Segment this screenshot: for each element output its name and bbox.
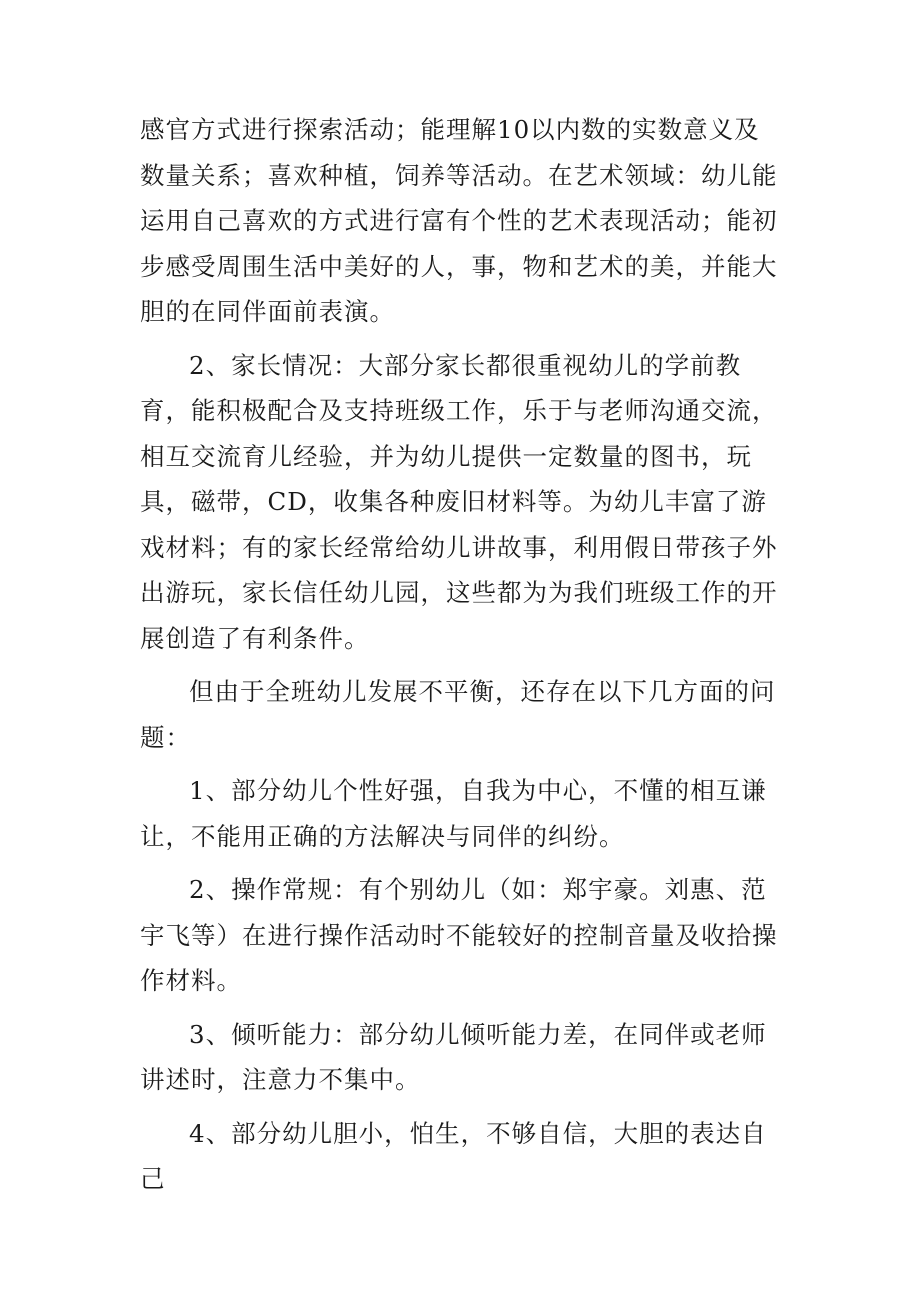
document-body <box>140 107 780 1210</box>
paragraph-parent-situation: 2、家长情况：大部分家长都很重视幼儿的学前教育，能积极配合及支持班级工作，乐于与老师沟通交流，相互交流育儿经验，并为幼儿提供一定数量的图书，玩具，磁带，CD，收集各种废旧材料等。为幼儿丰富了游戏材料；有的家长经常给幼儿讲故事，利用假日带孩子外出游玩，家长信任幼儿园，这些都为为我们班级工作的开展创造了有利条件。 <box>140 350 778 653</box>
paragraph-problems-intro: 但由于全班幼儿发展不平衡，还存在以下几方面的问题： <box>140 677 776 752</box>
paragraph-problem-3: 3、倾听能力：部分幼儿倾听能力差，在同伴或老师讲述时，注意力不集中。 <box>140 1019 767 1094</box>
paragraph-problem-2: 2、操作常规：有个别幼儿（如：郑宇豪。刘惠、范宇飞等）在进行操作活动时不能较好的控制音量及收拾操作材料。 <box>140 875 778 995</box>
paragraph-problem-1: 1、部分幼儿个性好强，自我为中心，不懂的相互谦让，不能用正确的方法解决与同伴的纠纷。 <box>140 776 767 851</box>
paragraph-continued-intro: 感官方式进行探索活动；能理解10以内数的实数意义及数量关系；喜欢种植，饲养等活动。在艺术领域：幼儿能运用自己喜欢的方式进行富有个性的艺术表现活动；能初步感受周围生活中美好的人，事，物和艺术的美，并能大胆的在同伴面前表演。 <box>140 115 778 326</box>
paragraph-problem-4: 4、部分幼儿胆小，怕生，不够自信，大胆的表达自己 <box>140 1118 767 1193</box>
